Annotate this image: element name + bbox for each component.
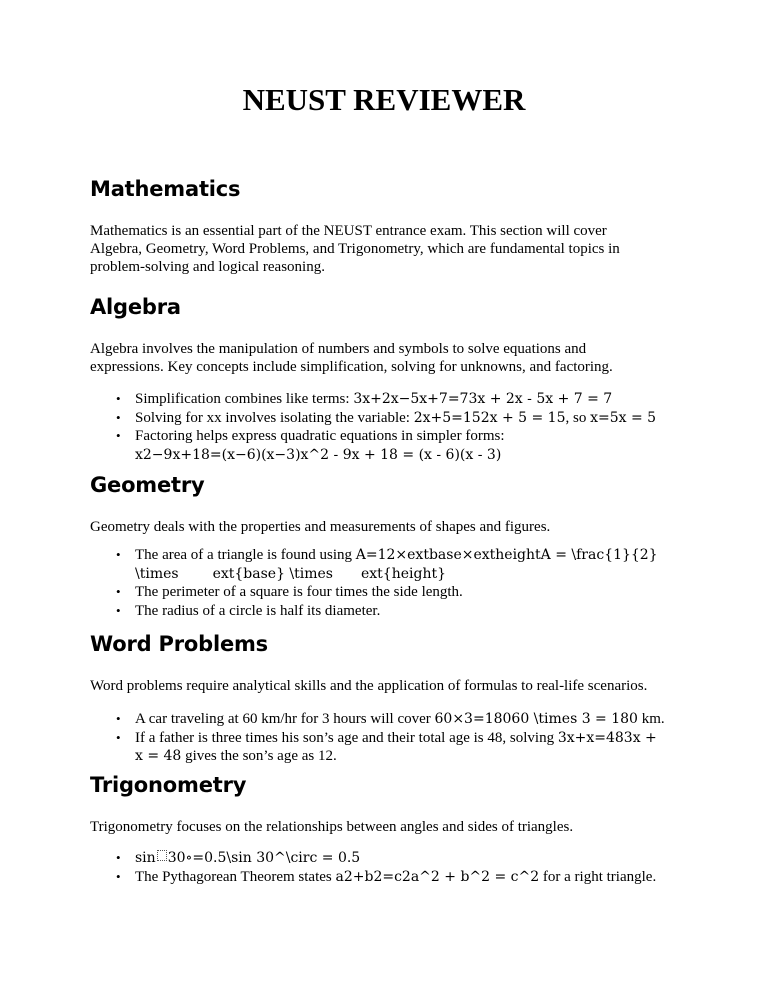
math-expression: 3x+x=483x +	[557, 729, 657, 746]
paragraph-line: Mathematics is an essential part of the NEUST entrance exam. This section will cover	[90, 223, 607, 239]
math-variable: xx	[206, 409, 222, 426]
list-item	[90, 849, 700, 868]
math-expression: x = 48	[135, 748, 182, 764]
geometry-bullet-list	[90, 546, 700, 620]
bullet-icon: •	[116, 850, 121, 865]
paragraph-algebra	[90, 340, 690, 376]
paragraph-trigonometry: Trigonometry focuses on the relationships between angles and sides of triangles.	[90, 819, 574, 835]
math-expression: sin	[135, 850, 156, 866]
bullet-icon: •	[116, 602, 121, 618]
paragraph-word-problems: Word problems require analytical skills and the application of formulas to real-life scenarios.	[90, 678, 648, 694]
word-problems-bullet-list	[90, 710, 700, 766]
math-expression: a2+b2=c2a^2 + b^2 = c^2	[335, 868, 540, 885]
heading-trigonometry: Trigonometry	[90, 773, 247, 797]
math-expression: 60×3=18060 \times 3 = 180	[434, 711, 638, 727]
list-item: • If a father is three times his son’s age and their total age is 48, solving 3x+x=483x + x = 48 gives the son’s age as 12.	[116, 729, 657, 764]
list-item: • Solving for xx involves isolating the variable: 2x+5=152x + 5 = 15, so x=5x = 5	[116, 409, 657, 426]
math-expression: x2−9x+18=(x−6)(x−3)x^2 - 9x + 18 = (x - 6)(x - 3)	[135, 446, 502, 463]
bullet-icon: •	[116, 584, 121, 599]
algebra-bullet-list	[90, 390, 700, 464]
heading-geometry: Geometry	[90, 473, 205, 497]
bullet-icon: •	[116, 711, 121, 726]
math-expression: x=5x = 5	[590, 409, 657, 426]
paragraph-line: expressions. Key concepts include simplification, solving for unknowns, and factoring.	[90, 359, 613, 375]
list-item: • A car traveling at 60 km/hr for 3 hours will cover 60×3=18060 \times 3 = 180 km.	[116, 711, 665, 727]
trigonometry-bullet-list	[90, 849, 700, 886]
paragraph-mathematics	[90, 222, 690, 276]
list-item: • The radius of a circle is half its diameter.	[116, 602, 381, 619]
list-item: • Simplification combines like terms: 3x+2x−5x+7=73x + 2x - 5x + 7 = 7	[116, 391, 613, 407]
bullet-icon: •	[116, 391, 121, 406]
paragraph-line: problem-solving and logical reasoning.	[90, 259, 325, 275]
math-expression: 30∘=0.5\sin 30^\circ = 0.5	[167, 850, 361, 866]
document-title: NEUST REVIEWER	[242, 82, 526, 117]
list-item: • Factoring helps express quadratic equations in simpler forms: x2−9x+18=(x−6)(x−3)x^2 - 9x + 18 = (x - 6)(x - 3)	[116, 428, 505, 463]
math-expression: A=12×extbase×extheightA = \frac{1}{2}	[355, 547, 658, 563]
bullet-icon: •	[116, 729, 121, 745]
bullet-icon: •	[116, 428, 121, 443]
heading-algebra: Algebra	[90, 295, 181, 319]
heading-mathematics: Mathematics	[90, 177, 241, 201]
paragraph-line: Algebra, Geometry, Word Problems, and Trigonometry, which are fundamental topics in	[90, 241, 620, 257]
list-item: • The perimeter of a square is four times the side length.	[116, 584, 463, 600]
paragraph-line: Algebra involves the manipulation of numbers and symbols to solve equations and	[90, 341, 587, 357]
list-item: • The Pythagorean Theorem states a2+b2=c2a^2 + b^2 = c^2 for a right triangle.	[116, 868, 657, 885]
math-expression: 3x+2x−5x+7=73x + 2x - 5x + 7 = 7	[353, 391, 613, 407]
paragraph-geometry: Geometry deals with the properties and measurements of shapes and figures.	[90, 519, 551, 535]
bullet-icon: •	[116, 868, 121, 884]
missing-glyph-icon	[157, 850, 167, 861]
list-item: • The area of a triangle is found using A=12×extbase×extheightA = \frac{1}{2} \times ext{base} \times ext{height}	[116, 547, 658, 582]
heading-word-problems: Word Problems	[90, 632, 268, 656]
bullet-icon: •	[116, 409, 121, 425]
math-expression: 2x+5=152x + 5 = 15	[413, 409, 566, 426]
bullet-icon: •	[116, 547, 121, 562]
